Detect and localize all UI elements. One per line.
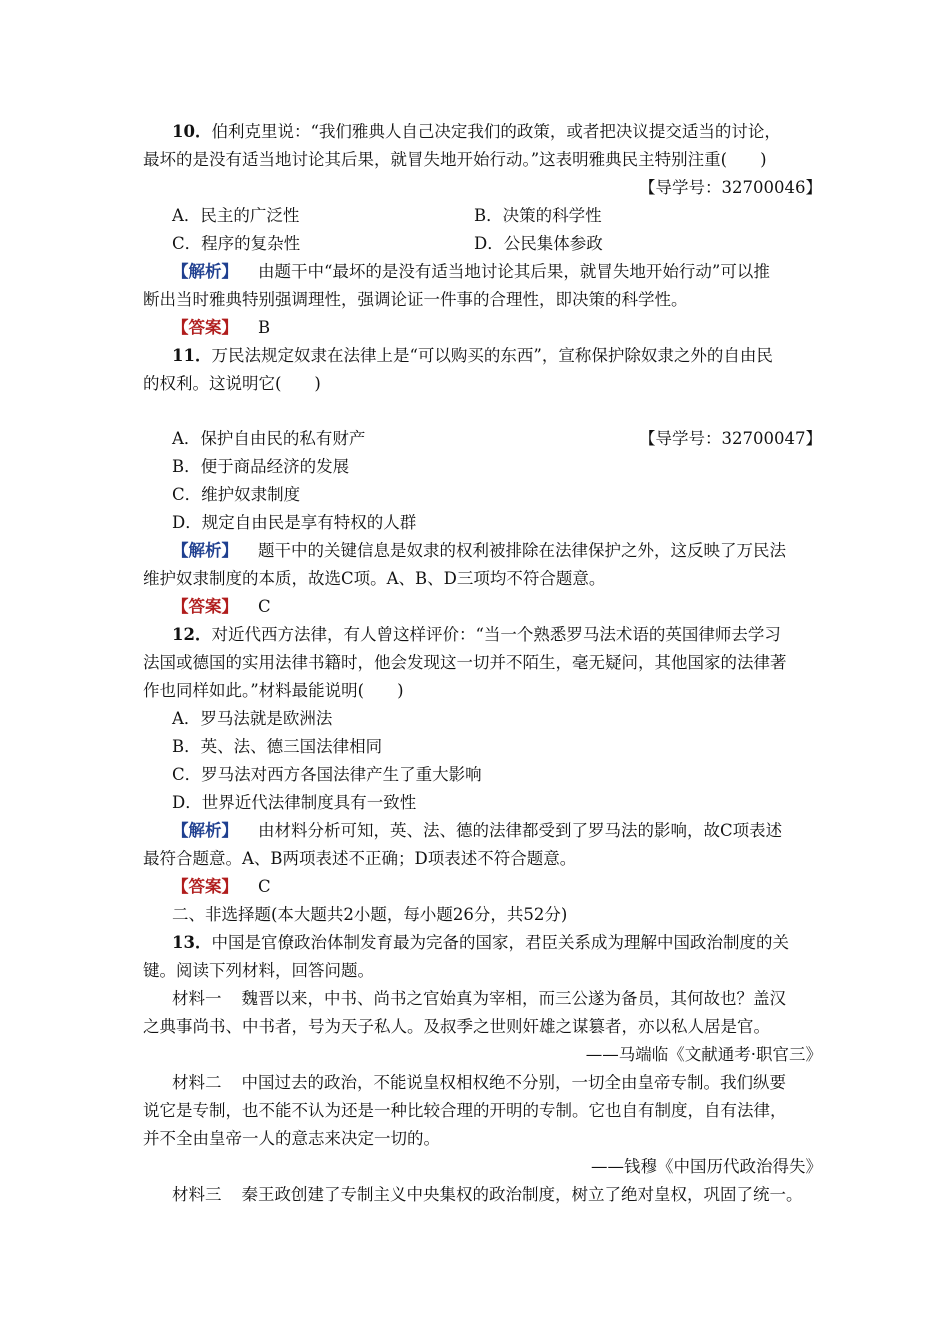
q13-material-3-line-1: 材料三 秦王政创建了专制主义中央集权的政治制度，树立了绝对皇权，巩固了统一。 (172, 1185, 803, 1204)
q10-answer: 【答案】 B (172, 318, 271, 337)
q10-stem-line-2: 最坏的是没有适当地讨论其后果，就冒失地开始行动。”这表明雅典民主特别注重( ) (143, 150, 767, 169)
q10-analysis-line-2: 断出当时雅典特别强调理性，强调论证一件事的合理性，即决策的科学性。 (143, 290, 688, 309)
q13-material-3-label: 材料三 (172, 1185, 222, 1204)
q13-stem-line-2: 键。阅读下列材料，回答问题。 (143, 961, 374, 980)
q12-option-c: C．罗马法对西方各国法律产生了重大影响 (172, 765, 482, 784)
q11-guide-number: 【导学号：32700047】 (639, 429, 822, 448)
q12-answer-tag: 【答案】 (172, 877, 238, 896)
q12-option-b: B．英、法、德三国法律相同 (172, 737, 383, 756)
q12-stem-line-1: 12．对近代西方法律，有人曾这样评价：“当一个熟悉罗马法术语的英国律师去学习 (172, 625, 781, 644)
q13-material-2-line-2: 说它是专制，也不能不认为还是一种比较合理的开明的专制。它也自有制度，自有法律， (143, 1101, 787, 1120)
q13-material-1-label: 材料一 (172, 989, 222, 1008)
q11-answer: 【答案】 C (172, 597, 271, 616)
q10-analysis-tag: 【解析】 (172, 262, 238, 281)
q10-guide-number: 【导学号：32700046】 (639, 178, 822, 197)
q11-option-a: A．保护自由民的私有财产 (172, 429, 366, 448)
q13-material-1-line-1: 材料一 魏晋以来，中书、尚书之官始真为宰相，而三公遂为备员，其何故也？盖汉 (172, 989, 786, 1008)
q10-answer-tag: 【答案】 (172, 318, 238, 337)
q10-option-b: B．决策的科学性 (474, 206, 602, 225)
q12-number: 12． (172, 625, 212, 644)
q13-material-2-label: 材料二 (172, 1073, 222, 1092)
q10-number: 10． (172, 122, 212, 141)
q11-option-b: B．便于商品经济的发展 (172, 457, 350, 476)
q13-material-1-line-2: 之典事尚书、中书者，号为天子私人。及叔季之世则奸雄之谋篡者，亦以私人居是官。 (143, 1017, 770, 1036)
q12-option-a: A．罗马法就是欧洲法 (172, 709, 333, 728)
q11-analysis-line-1: 【解析】 题干中的关键信息是奴隶的权利被排除在法律保护之外，这反映了万民法 (172, 541, 786, 560)
q11-option-c: C．维护奴隶制度 (172, 485, 301, 504)
q11-stem-line-1: 11．万民法规定奴隶在法律上是“可以购买的东西”，宣称保护除奴隶之外的自由民 (172, 346, 773, 365)
q11-number: 11． (172, 346, 212, 365)
q11-analysis-tag: 【解析】 (172, 541, 238, 560)
q10-option-c: C．程序的复杂性 (172, 234, 301, 253)
section-heading: 二、非选择题(本大题共2小题，每小题26分，共52分) (172, 905, 568, 924)
q13-material-2-line-1: 材料二 中国过去的政治，不能说皇权相权绝不分别，一切全由皇帝专制。我们纵要 (172, 1073, 786, 1092)
q11-analysis-line-2: 维护奴隶制度的本质，故选C项。A、B、D三项均不符合题意。 (143, 569, 606, 588)
q12-analysis-line-1: 【解析】 由材料分析可知，英、法、德的法律都受到了罗马法的影响，故C项表述 (172, 821, 783, 840)
q10-analysis-line-1: 【解析】 由题干中“最坏的是没有适当地讨论其后果，就冒失地开始行动”可以推 (172, 262, 770, 281)
q12-option-d: D．世界近代法律制度具有一致性 (172, 793, 417, 812)
q13-material-2-line-3: 并不全由皇帝一人的意志来决定一切的。 (143, 1129, 440, 1148)
q10-option-d: D．公民集体参政 (474, 234, 603, 253)
q12-answer: 【答案】 C (172, 877, 271, 896)
q13-number: 13． (172, 933, 212, 952)
q11-stem-line-2: 的权利。这说明它( ) (143, 374, 321, 393)
q10-option-a: A．民主的广泛性 (172, 206, 300, 225)
q12-analysis-line-2: 最符合题意。A、B两项表述不正确；D项表述不符合题意。 (143, 849, 577, 868)
q13-material-2-source: ——钱穆《中国历代政治得失》 (591, 1157, 822, 1176)
q11-answer-tag: 【答案】 (172, 597, 238, 616)
q12-analysis-tag: 【解析】 (172, 821, 238, 840)
q13-material-1-source: ——马端临《文献通考·职官三》 (585, 1045, 822, 1064)
q11-option-d: D．规定自由民是享有特权的人群 (172, 513, 417, 532)
q13-stem-line-1: 13．中国是官僚政治体制发育最为完备的国家，君臣关系成为理解中国政治制度的关 (172, 933, 789, 952)
q12-stem-line-2: 法国或德国的实用法律书籍时，他会发现这一切并不陌生，毫无疑问，其他国家的法律著 (143, 653, 787, 672)
q12-stem-line-3: 作也同样如此。”材料最能说明( ) (143, 681, 404, 700)
q10-stem-line-1: 10．伯利克里说：“我们雅典人自己决定我们的政策，或者把决议提交适当的讨论， (172, 122, 781, 141)
